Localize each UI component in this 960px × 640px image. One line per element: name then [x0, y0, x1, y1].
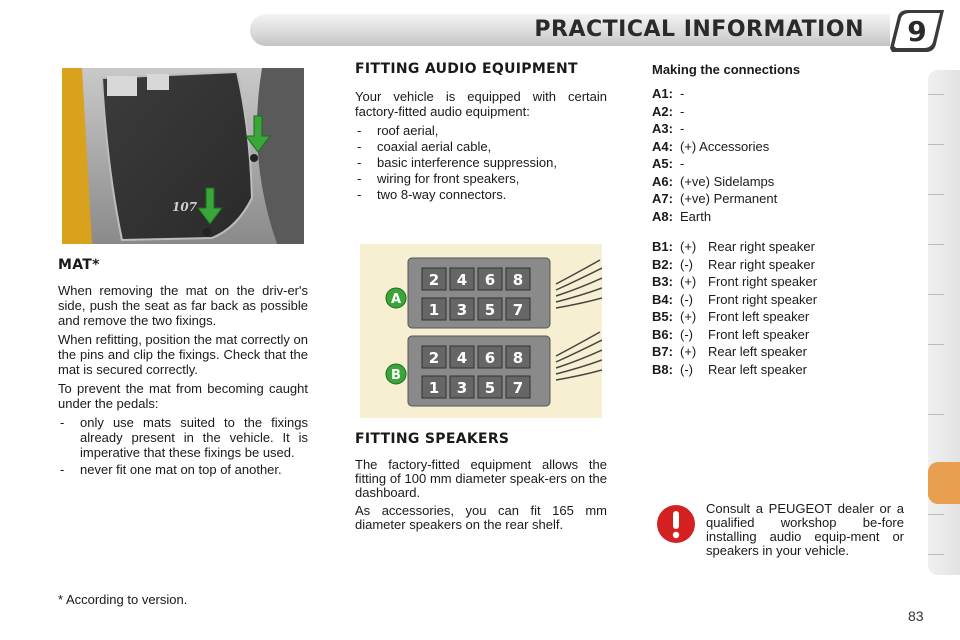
speakers-paragraph: The factory-fitted equipment allows the fitting of 100 mm diameter speak-ers on the dashboard.	[355, 457, 607, 500]
list-item: B1: (+) Rear right speaker	[652, 239, 815, 254]
connector-diagram	[360, 244, 602, 418]
list-item: B8: (-) Rear left speaker	[652, 361, 807, 377]
footnote: * According to version.	[58, 592, 188, 607]
audio-bullet: - two 8-way connectors.	[355, 187, 607, 202]
mat-heading: MAT*	[58, 257, 100, 273]
pin-label: 3	[456, 301, 468, 319]
pin-label: 2	[428, 271, 440, 289]
list-item: A4: (+) Accessories	[652, 138, 770, 154]
list-item: B2: (-) Rear right speaker	[652, 256, 815, 272]
pin-label: 4	[456, 271, 468, 289]
audio-section	[355, 62, 607, 203]
audio-intro: Your vehicle is equipped with certain factory-fitted audio equipment:	[355, 89, 607, 119]
page-title: PRACTICAL INFORMATION	[534, 17, 864, 42]
audio-heading: FITTING AUDIO EQUIPMENT	[355, 61, 578, 77]
mat-bullet: - only use mats suited to the fixings already present in the vehicle. It is imperative that these fixings be used.	[58, 415, 308, 460]
pin-label: 3	[456, 379, 468, 397]
list-item: B5: (+) Front left speaker	[652, 309, 810, 324]
active-chapter-tab	[928, 462, 960, 504]
pin-label: 7	[512, 379, 524, 397]
list-item: B7: (+) Rear left speaker	[652, 344, 807, 359]
chapter-number: 9	[907, 15, 927, 48]
pin-label: 6	[484, 271, 496, 289]
chapter-badge	[884, 6, 950, 56]
mat-paragraph: When refitting, position the mat correctly on the pins and clip the fixings. Check that the mat is secured correctly.	[58, 332, 309, 377]
list-item: B4: (-) Front right speaker	[652, 291, 818, 307]
list-item: A8: Earth	[652, 208, 712, 224]
speakers-section	[355, 432, 607, 536]
list-item: A6: (+ve) Sidelamps	[652, 173, 775, 189]
pin-label: 1	[428, 379, 440, 397]
pin-label: 8	[512, 349, 524, 367]
pin-label: 7	[512, 301, 524, 319]
audio-bullet: - basic interference suppression,	[355, 155, 607, 170]
audio-bullet: - coaxial aerial cable,	[355, 139, 607, 154]
mat-logo-text: 107	[172, 200, 198, 214]
list-item: A5: -	[652, 156, 685, 171]
list-item: B3: (+) Front right speaker	[652, 274, 818, 289]
connections-list	[652, 62, 892, 378]
audio-bullet: - wiring for front speakers,	[355, 171, 607, 186]
mat-bullet: - never fit one mat on top of another.	[58, 462, 308, 477]
pin-label: 1	[428, 301, 440, 319]
list-item: A1: -	[652, 86, 685, 101]
pin-label: 2	[428, 349, 440, 367]
warning-text: Consult a PEUGEOT dealer or a qualified workshop be-fore installing audio equip-ment or speakers in your vehicle.	[706, 501, 904, 558]
list-item: A3: -	[652, 121, 685, 136]
list-item: B6: (-) Front left speaker	[652, 326, 810, 342]
pin-label: 6	[484, 349, 496, 367]
mat-paragraph: When removing the mat on the driv-er's side, push the seat as far back as possible and remove the two fixings.	[58, 283, 308, 328]
page-header	[0, 0, 960, 64]
page-number: 83	[908, 608, 924, 624]
connector-b-label: B	[391, 368, 401, 383]
list-item: A7: (+ve) Permanent	[652, 191, 778, 206]
floor-mat-photo	[62, 68, 304, 244]
mat-section	[58, 258, 308, 479]
mat-paragraph: To prevent the mat from becoming caught under the pedals:	[58, 381, 308, 411]
connector-a-label: A	[390, 292, 402, 307]
pin-label: 8	[512, 271, 524, 289]
pin-label: 5	[484, 301, 496, 319]
speakers-heading: FITTING SPEAKERS	[355, 431, 510, 447]
pin-label: 5	[484, 379, 496, 397]
pin-label: 4	[456, 349, 468, 367]
list-item: A2: -	[652, 103, 685, 119]
audio-bullet: - roof aerial,	[355, 123, 607, 138]
speakers-paragraph: As accessories, you can fit 165 mm diameter speakers on the rear shelf.	[355, 503, 607, 532]
exclamation-icon	[656, 504, 696, 544]
connections-title: Making the connections	[652, 62, 801, 77]
